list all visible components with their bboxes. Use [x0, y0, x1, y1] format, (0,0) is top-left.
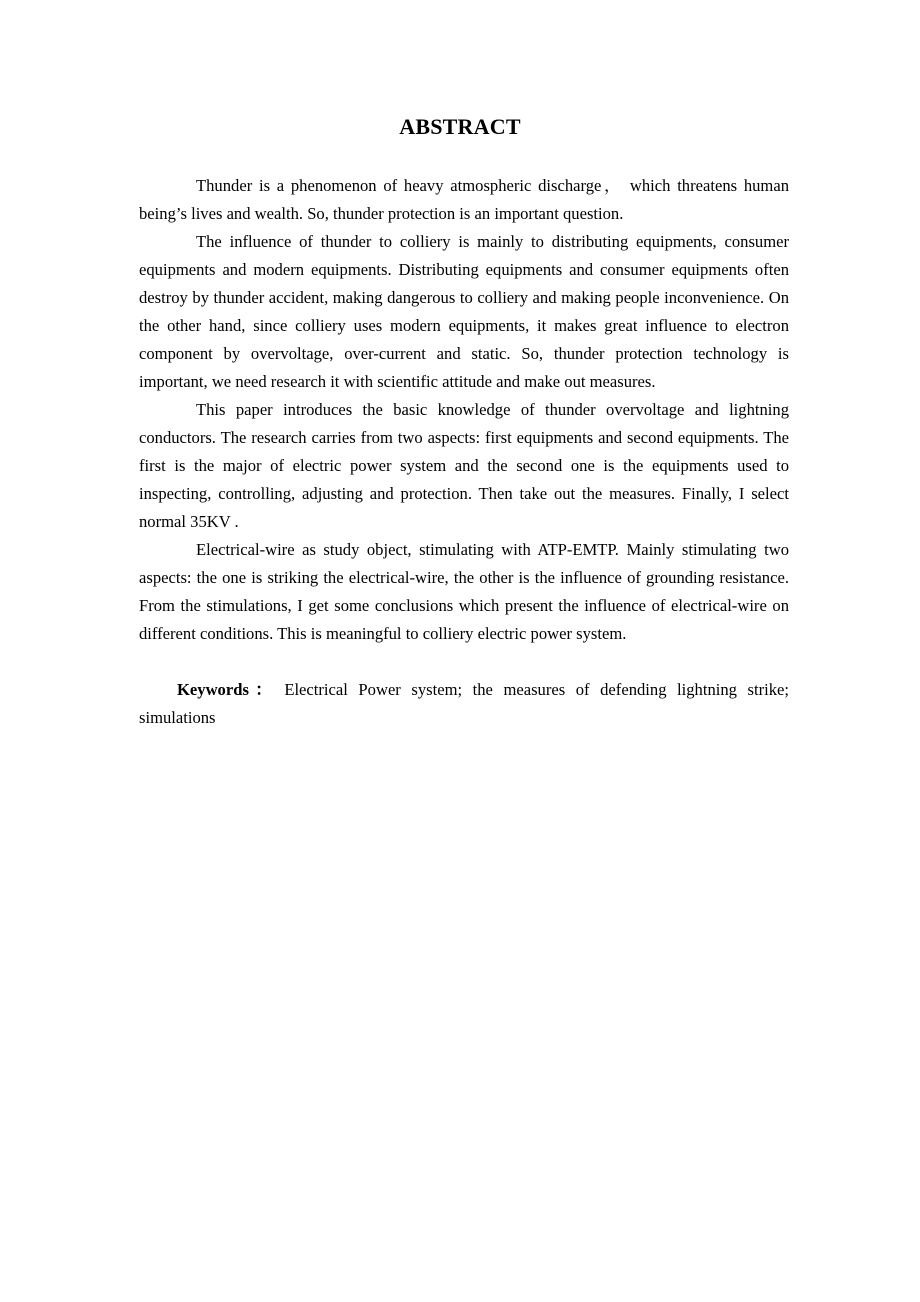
abstract-paragraph: This paper introduces the basic knowledge of thunder overvoltage and lightning conductors. The research carries from two aspects: first equipments and second equipments. The first is the major of electric power system and the second one is the equipments used to inspecting, controlling, adjusting and protection. Then take out the measures. Finally, I select normal 35KV . [139, 400, 789, 531]
abstract-paragraph: Electrical-wire as study object, stimulating with ATP-EMTP. Mainly stimulating two aspects: the one is striking the electrical-wire, the other is the influence of grounding resistance. From the stimulations, I get some conclusions which present the influence of electrical-wire on different conditions. This is meaningful to colliery electric power system. [139, 540, 789, 643]
keywords-label: Keywords [177, 680, 249, 699]
abstract-title: ABSTRACT [399, 114, 521, 139]
keywords-text: Electrical Power system; the measures of defending lightning strike; simulations [139, 680, 789, 727]
keywords-separator: ： [248, 680, 279, 699]
abstract-paragraph: The influence of thunder to colliery is mainly to distributing equipments, consumer equipments and modern equipments. Distributing equipments and consumer equipments often destroy by thunder accident, making dangerous to colliery and making people inconvenience. On the other hand, since colliery uses modern equipments, it makes great influence to electron component by overvoltage, over-current and static. So, thunder protection technology is important, we need research it with scientific attitude and make out measures. [139, 232, 789, 391]
keywords-line [139, 676, 789, 732]
abstract-body [139, 172, 789, 732]
abstract-paragraph: Thunder is a phenomenon of heavy atmospheric discharge， which threatens human being’s lives and wealth. So, thunder protection is an important question. [139, 176, 789, 223]
